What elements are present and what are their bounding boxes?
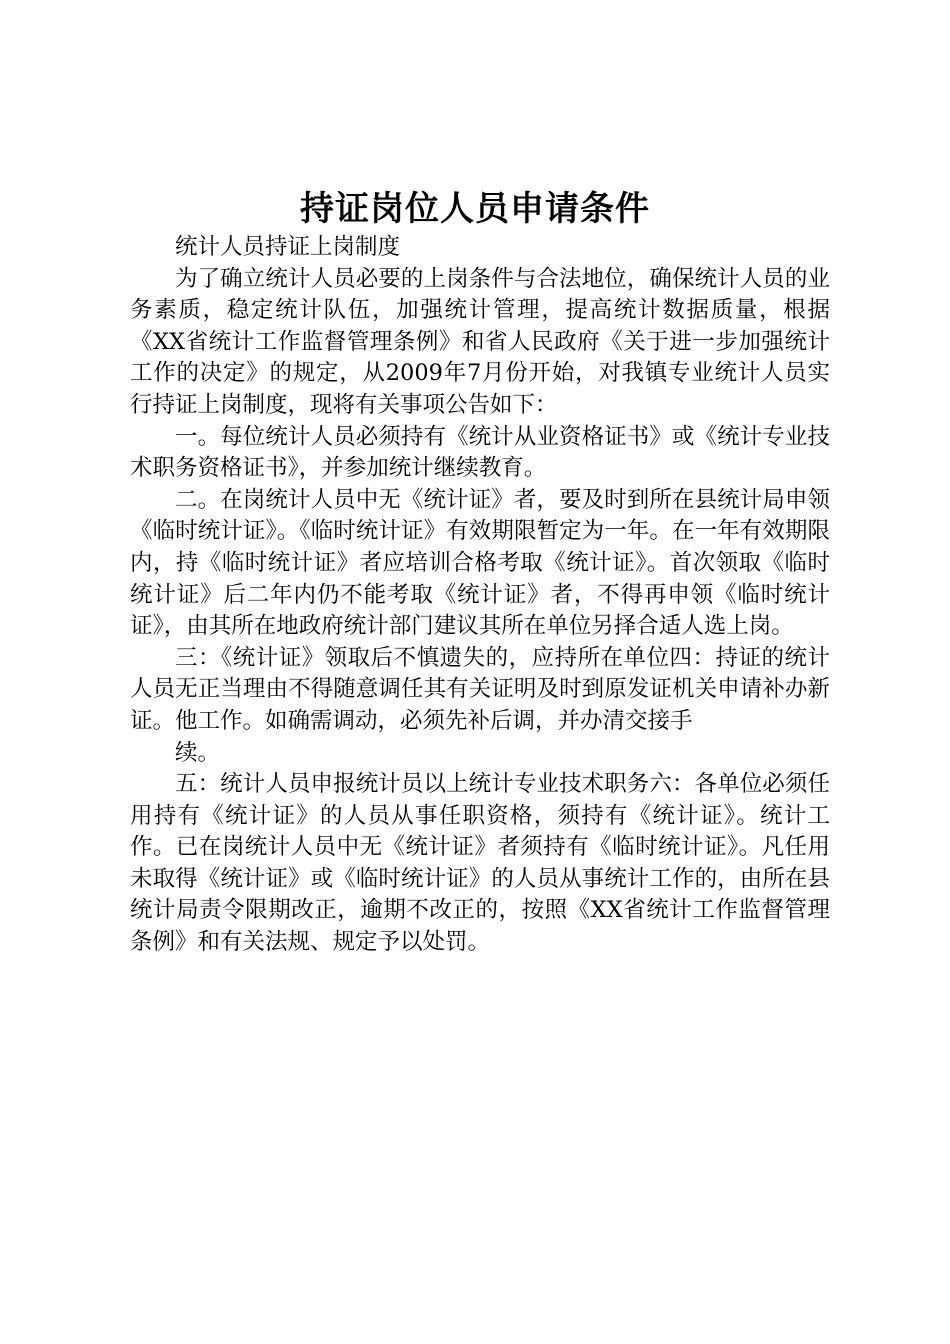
rule-paragraph-1: 一。每位统计人员必须持有《统计从业资格证书》或《统计专业技术职务资格证书》，并参加统计继续教育。	[130, 423, 830, 482]
rule-paragraph-3-continuation: 续。	[175, 739, 221, 766]
intro-paragraph: 为了确立统计人员必要的上岗条件与合法地位，确保统计人员的业务素质，稳定统计队伍，加强统计管理，提高统计数据质量，根据《XX省统计工作监督管理条例》和省人民政府《关于进一步加强统计工作的决定》的规定，从2009年7月份开始，对我镇专业统计人员实行持证上岗制度，现将有关事项公告如下：	[130, 265, 830, 418]
rule-paragraph-2: 二。在岗统计人员中无《统计证》者，要及时到所在县统计局申领《临时统计证》。《临时统计证》有效期限暂定为一年。在一年有效期限内，持《临时统计证》者应培训合格考取《统计证》。首次领取《临时统计证》后二年内仍不能考取《统计证》者，不得再申领《临时统计证》，由其所在地政府统计部门建议其所在单位另择合适人选上岗。	[130, 486, 830, 640]
rule-paragraph-5: 五：统计人员申报统计员以上统计专业技术职务六：各单位必须任用持有《统计证》的人员从事任职资格，须持有《统计证》。统计工作。已在岗统计人员中无《统计证》者须持有《临时统计证》。凡任用未取得《统计证》或《临时统计证》的人员从事统计工作的，由所在县统计局责令限期改正，逾期不改正的，按照《XX省统计工作监督管理条例》和有关法规、规定予以处罚。	[130, 771, 830, 956]
section-heading: 统计人员持证上岗制度	[175, 234, 401, 260]
document-title: 持证岗位人员申请条件	[300, 189, 650, 229]
document-body	[130, 232, 830, 959]
rule-paragraph-3: 三：《统计证》领取后不慎遗失的，应持所在单位四：持证的统计人员无正当理由不得随意调任其有关证明及时到原发证机关申请补办新证。他工作。如确需调动，必须先补后调，并办清交接手	[130, 644, 830, 734]
